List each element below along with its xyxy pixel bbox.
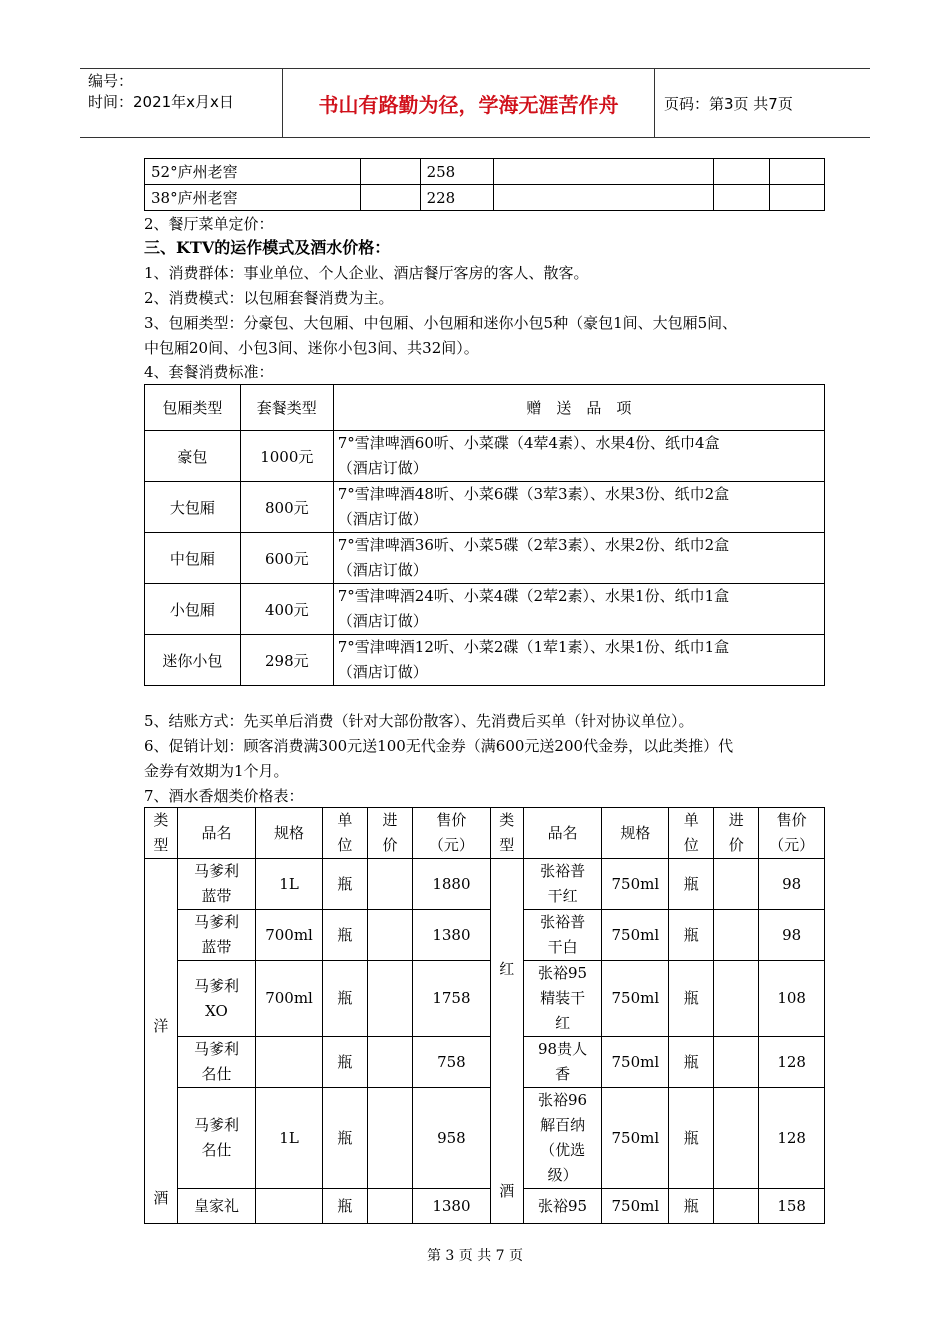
product-unit: 瓶 [322,910,367,961]
column-header: 单 位 [669,808,714,859]
column-header: 单 位 [322,808,367,859]
column-header: 进 价 [714,808,759,859]
product-price: 98 [759,859,825,910]
gift-items: 7°雪津啤酒24听、小菜4碟（2荤2素）、水果1份、纸巾1盒 （酒店订做） [333,584,824,635]
product-price: 1380 [412,1189,490,1224]
product-name: 皇家礼 [177,1189,255,1224]
liquor-price: 258 [420,159,493,185]
package-price: 400元 [240,584,333,635]
table-header-row [145,385,825,431]
product-name: 张裕普 干红 [523,859,602,910]
table-row [145,584,825,635]
product-spec: 750ml [602,1189,669,1224]
table-row [145,910,825,961]
column-header: 品名 [523,808,602,859]
table-row [145,1037,825,1088]
package-price: 600元 [240,533,333,584]
product-price: 758 [412,1037,490,1088]
table-row [145,482,825,533]
paragraph: 中包厢20间、小包3间、迷你小包3间、共32间）。 [144,339,479,357]
product-name: 张裕普 干白 [523,910,602,961]
product-spec [256,1189,323,1224]
product-unit: 瓶 [322,1189,367,1224]
category-cell: 洋 酒 [145,859,178,1224]
product-name: 张裕95 [523,1189,602,1224]
category-cell: 红 酒 [490,859,523,1224]
gift-items: 7°雪津啤酒48听、小菜6碟（3荤3素）、水果3份、纸巾2盒 （酒店订做） [333,482,824,533]
header-divider [654,69,655,137]
package-price: 1000元 [240,431,333,482]
product-price: 108 [759,961,825,1037]
room-type: 大包厢 [145,482,241,533]
package-price: 298元 [240,635,333,686]
header-page-info: 页码：第3页 共7页 [664,94,793,113]
product-unit: 瓶 [322,1037,367,1088]
section-2-heading: 2、餐厅菜单定价： [144,215,274,233]
product-price: 158 [759,1189,825,1224]
column-header: 规格 [602,808,669,859]
column-header: 售价 （元） [759,808,825,859]
drinks-price-table [144,807,825,1224]
paragraph: 7、酒水香烟类价格表： [144,787,304,805]
table-row [145,431,825,482]
product-unit: 瓶 [322,1088,367,1189]
product-name: 马爹利 XO [177,961,255,1037]
product-spec [256,1037,323,1088]
product-unit: 瓶 [669,1088,714,1189]
product-price: 128 [759,1088,825,1189]
table-row [145,961,825,1037]
product-name: 马爹利 名仕 [177,1037,255,1088]
gift-items: 7°雪津啤酒12听、小菜2碟（1荤1素）、水果1份、纸巾1盒 （酒店订做） [333,635,824,686]
paragraph: 3、包厢类型：分豪包、大包厢、中包厢、小包厢和迷你小包5种（豪包1间、大包厢5间、 [144,314,738,332]
liquor-name: 52°庐州老窖 [145,159,361,185]
column-header: 赠 送 品 项 [333,385,824,431]
table-row [145,1189,825,1224]
paragraph: 5、结账方式：先买单后消费（针对大部份散客）、先消费后买单（针对协议单位）。 [144,712,694,730]
product-spec: 750ml [602,1088,669,1189]
paragraph: 金券有效期为1个月。 [144,762,289,780]
paragraph: 2、消费模式：以包厢套餐消费为主。 [144,289,394,307]
number-label: 编号： [88,72,134,90]
liquor-name: 38°庐州老窖 [145,185,361,211]
room-type: 迷你小包 [145,635,241,686]
product-unit: 瓶 [669,859,714,910]
product-name: 马爹利 蓝带 [177,910,255,961]
table-header-row [145,808,825,859]
gift-items: 7°雪津啤酒36听、小菜5碟（2荤3素）、水果2份、纸巾2盒 （酒店订做） [333,533,824,584]
section-3-heading: 三、KTV的运作模式及酒水价格： [144,238,391,257]
product-unit: 瓶 [669,961,714,1037]
room-type: 中包厢 [145,533,241,584]
paragraph: 4、套餐消费标准： [144,363,274,381]
liquor-price: 228 [420,185,493,211]
product-price: 1880 [412,859,490,910]
product-name: 马爹利 蓝带 [177,859,255,910]
column-header: 规格 [256,808,323,859]
product-spec: 750ml [602,910,669,961]
paragraph: 6、促销计划：顾客消费满300元送100无代金券（满600元送200代金券，以此类推）代 [144,737,734,755]
product-name: 马爹利 名仕 [177,1088,255,1189]
header-meta [88,71,278,113]
page-header [80,68,870,138]
product-spec: 1L [256,1088,323,1189]
product-spec: 750ml [602,859,669,910]
column-header: 进 价 [367,808,412,859]
header-motto: 书山有路勤为径，学海无涯苦作舟 [318,92,619,117]
product-unit: 瓶 [322,859,367,910]
column-header: 售价 （元） [412,808,490,859]
product-price: 1380 [412,910,490,961]
table-row [145,859,825,910]
table-row [145,635,825,686]
product-spec: 1L [256,859,323,910]
column-header: 包厢类型 [145,385,241,431]
product-unit: 瓶 [669,1037,714,1088]
column-header: 品名 [177,808,255,859]
room-type: 小包厢 [145,584,241,635]
column-header: 类 型 [145,808,178,859]
package-price: 800元 [240,482,333,533]
column-header: 套餐类型 [240,385,333,431]
table-row [145,1088,825,1189]
product-price: 1758 [412,961,490,1037]
product-unit: 瓶 [669,1189,714,1224]
room-type: 豪包 [145,431,241,482]
product-name: 98贵人 香 [523,1037,602,1088]
table-row [145,159,825,185]
product-unit: 瓶 [669,910,714,961]
product-spec: 700ml [256,961,323,1037]
table-row [145,533,825,584]
product-name: 张裕95 精装干 红 [523,961,602,1037]
package-table [144,384,825,686]
time-label: 时间：2021年x月x日 [88,93,234,111]
product-price: 958 [412,1088,490,1189]
liquor-table-fragment [144,158,825,211]
product-price: 128 [759,1037,825,1088]
product-price: 98 [759,910,825,961]
product-name: 张裕96 解百纳 （优选 级） [523,1088,602,1189]
product-unit: 瓶 [322,961,367,1037]
product-spec: 750ml [602,961,669,1037]
paragraph: 1、消费群体：事业单位、个人企业、酒店餐厅客房的客人、散客。 [144,264,589,282]
product-spec: 700ml [256,910,323,961]
column-header: 类 型 [490,808,523,859]
table-row [145,185,825,211]
page-footer: 第 3 页 共 7 页 [426,1248,524,1264]
product-spec: 750ml [602,1037,669,1088]
gift-items: 7°雪津啤酒60听、小菜碟（4荤4素）、水果4份、纸巾4盒 （酒店订做） [333,431,824,482]
